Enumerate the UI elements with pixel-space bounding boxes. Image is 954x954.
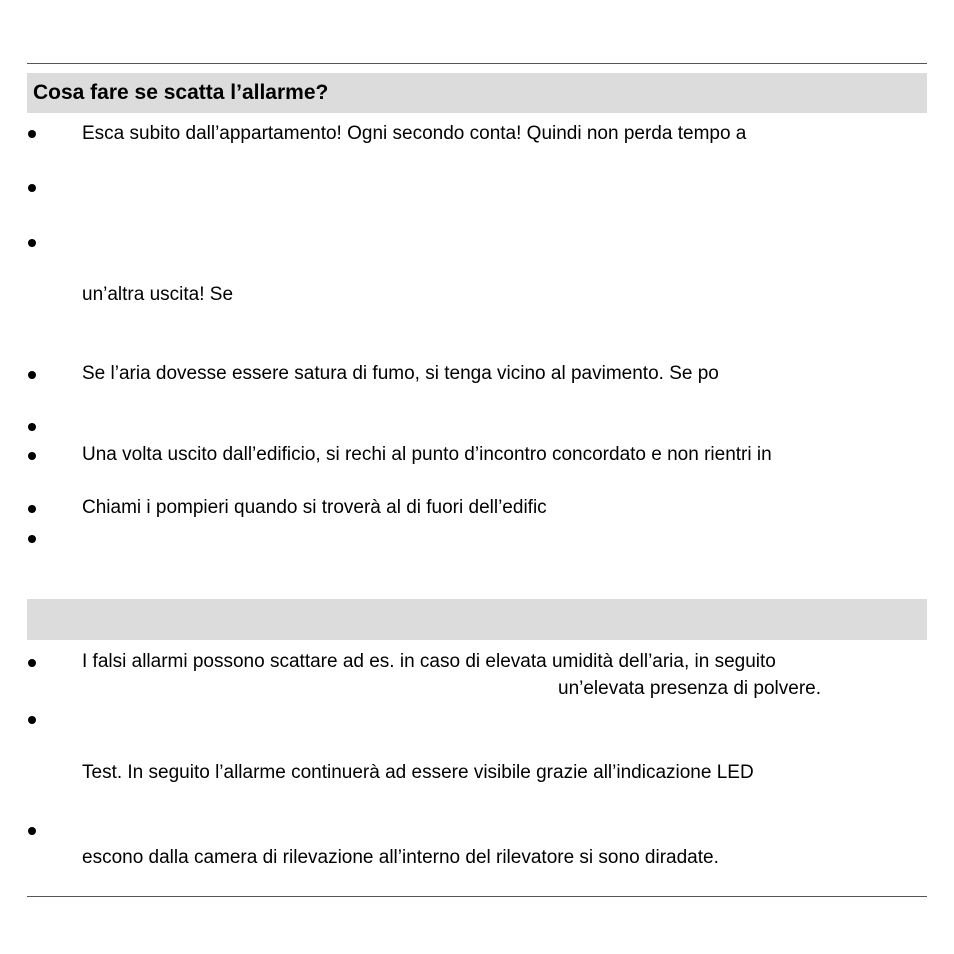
bullet-7 [28,505,36,513]
bullet-4 [28,371,36,379]
text-line-3: Se l’aria dovesse essere satura di fumo, si tenga vicino al pavimento. Se po [82,363,719,384]
text-line-2: un’altra uscita! Se [82,284,234,305]
bullet-10 [28,716,36,724]
bullet-1 [28,130,36,138]
text-line-6: I falsi allarmi possono scattare ad es. in caso di elevata umidità dell’aria, in seguito [82,651,776,672]
text-line-8: Test. In seguito l’allarme continuerà ad essere visibile grazie all’indicazione LED [82,762,754,783]
text-line-9: escono dalla camera di rilevazione all’interno del rilevatore si sono diradate. [82,847,719,868]
text-line-7: un’elevata presenza di polvere. [558,678,822,699]
bullet-5 [28,423,36,431]
text-line-5: Chiami i pompieri quando si troverà al di fuori dell’edific [82,497,547,518]
bullet-6 [28,452,36,460]
bullet-8 [28,535,36,543]
section-header-alarm [27,73,927,113]
text-line-4: Una volta uscito dall’edificio, si rechi al punto d’incontro concordato e non rientri in [82,444,772,465]
section-title-alarm: Cosa fare se scatta l’allarme? [33,81,329,104]
bottom-divider [27,896,927,897]
top-divider [27,63,927,64]
bullet-2 [28,184,36,192]
section-header-false-alarm [27,599,927,640]
bullet-11 [28,827,36,835]
bullet-3 [28,239,36,247]
text-line-1: Esca subito dall’appartamento! Ogni secondo conta! Quindi non perda tempo a [82,123,747,144]
bullet-9 [28,659,36,667]
